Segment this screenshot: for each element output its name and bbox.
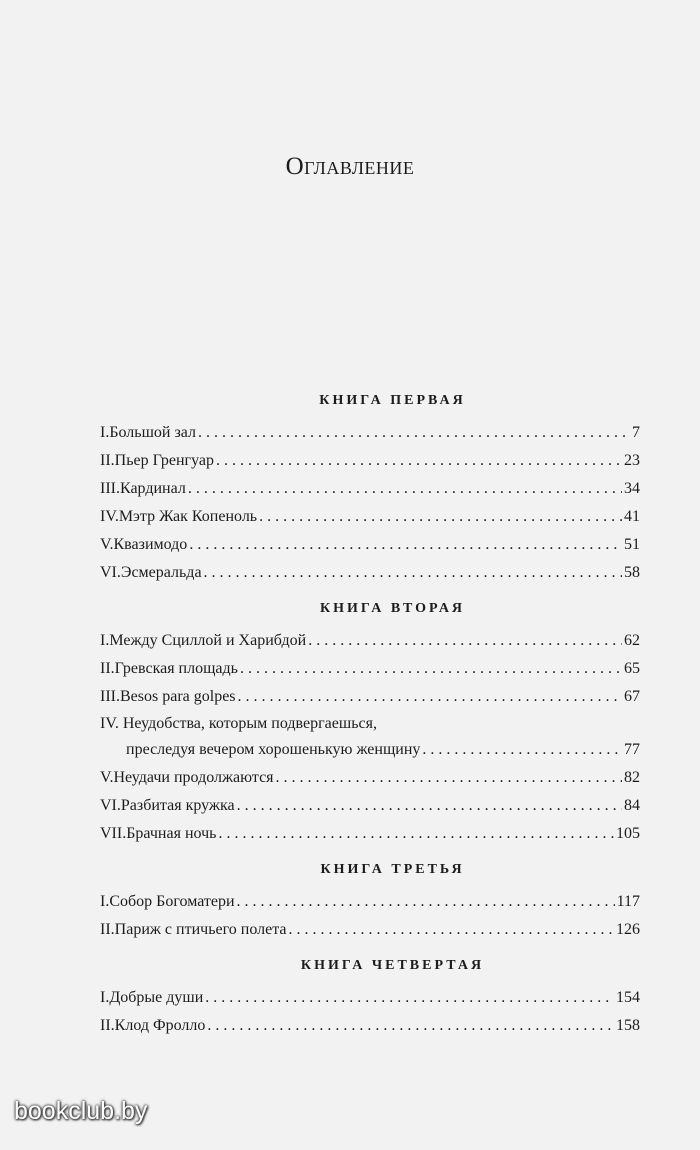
chapter-title: Кардинал <box>119 480 186 497</box>
toc-entry[interactable] <box>100 764 640 792</box>
toc-entry[interactable] <box>100 984 640 1012</box>
chapter-title: Besos para golpes <box>119 688 236 705</box>
chapter-title: Между Сциллой и Харибдой <box>109 632 307 649</box>
chapter-number: II. <box>100 921 115 938</box>
toc-entry[interactable] <box>100 559 640 587</box>
chapter-number: I. <box>100 632 110 649</box>
book-heading: КНИГА ВТОРАЯ <box>319 601 466 616</box>
page-number: 34 <box>624 480 640 497</box>
book-section <box>100 862 640 944</box>
toc-entry[interactable] <box>100 475 640 503</box>
book-heading: КНИГА ТРЕТЬЯ <box>320 862 465 877</box>
chapter-title: Большой зал <box>109 424 197 441</box>
toc-entry[interactable] <box>100 888 640 916</box>
leader-dots <box>238 683 622 711</box>
chapter-title: Неудачи продолжаются <box>113 769 274 786</box>
page-number: 82 <box>624 769 640 786</box>
page-title: Оглавление <box>285 153 415 180</box>
page-number: 65 <box>624 660 640 677</box>
page-number: 67 <box>624 688 640 705</box>
book-section <box>100 393 640 587</box>
chapter-title: Гревская площадь <box>114 660 238 677</box>
chapter-title: Квазимодо <box>113 536 188 553</box>
toc-entry[interactable] <box>100 683 640 711</box>
leader-dots <box>422 736 622 764</box>
toc-entry[interactable] <box>100 792 640 820</box>
leader-dots <box>237 888 615 916</box>
leader-dots <box>288 916 614 944</box>
toc-entry[interactable] <box>100 531 640 559</box>
chapter-number: II. <box>100 660 115 677</box>
chapter-title: Неудобства, которым подвергаешься, <box>122 715 377 732</box>
chapter-title: Эсмеральда <box>120 564 202 581</box>
book-heading: КНИГА ПЕРВАЯ <box>319 393 466 408</box>
leader-dots <box>276 764 622 792</box>
leader-dots <box>207 1012 614 1040</box>
toc-entry[interactable] <box>100 1012 640 1040</box>
leader-dots <box>237 792 622 820</box>
chapter-title: Добрые души <box>109 989 204 1006</box>
page-number: 41 <box>624 508 640 525</box>
leader-dots <box>308 627 622 655</box>
page-number: 154 <box>616 989 640 1006</box>
chapter-number: V. <box>100 769 114 786</box>
toc-entry[interactable] <box>100 655 640 683</box>
chapter-number: VI. <box>100 797 121 814</box>
toc-entry[interactable] <box>100 447 640 475</box>
page-number: 158 <box>616 1017 640 1034</box>
watermark: bookclub.by <box>14 1097 148 1125</box>
page-number: 126 <box>616 921 640 938</box>
chapter-number: II. <box>100 1017 115 1034</box>
toc-entry-line <box>100 711 640 736</box>
chapter-title: Париж с птичьего полета <box>114 921 287 938</box>
chapter-number: II. <box>100 452 115 469</box>
toc-entry-line <box>100 736 640 764</box>
table-of-contents <box>100 393 640 1054</box>
chapter-number: I. <box>100 424 110 441</box>
leader-dots <box>198 419 630 447</box>
chapter-number: VI. <box>100 564 121 581</box>
book-section <box>100 958 640 1040</box>
page-number: 51 <box>624 536 640 553</box>
leader-dots <box>204 559 622 587</box>
leader-dots <box>189 531 622 559</box>
chapter-number: VII. <box>100 825 127 842</box>
page-number: 58 <box>624 564 640 581</box>
chapter-title: Клод Фролло <box>114 1017 206 1034</box>
chapter-title: Разбитая кружка <box>120 797 235 814</box>
page-number: 117 <box>616 893 640 910</box>
leader-dots <box>218 820 614 848</box>
page-number: 23 <box>624 452 640 469</box>
chapter-number: III. <box>100 480 120 497</box>
leader-dots <box>216 447 622 475</box>
page-number: 7 <box>632 424 640 441</box>
chapter-title: Брачная ночь <box>126 825 217 842</box>
leader-dots <box>205 984 614 1012</box>
toc-entry[interactable] <box>100 419 640 447</box>
page-number: 84 <box>624 797 640 814</box>
chapter-number: III. <box>100 688 120 705</box>
chapter-number: V. <box>100 536 114 553</box>
page-number: 62 <box>624 632 640 649</box>
chapter-title: Мэтр Жак Копеноль <box>118 508 258 525</box>
toc-entry[interactable] <box>100 916 640 944</box>
chapter-number: IV. <box>100 508 119 525</box>
chapter-title: Собор Богоматери <box>109 893 235 910</box>
toc-entry[interactable] <box>100 627 640 655</box>
chapter-number: I. <box>100 893 110 910</box>
toc-entry[interactable] <box>100 820 640 848</box>
chapter-title-continued: преследуя вечером хорошенькую женщину <box>126 741 421 758</box>
page-number: 105 <box>616 825 640 842</box>
book-heading: КНИГА ЧЕТВЕРТАЯ <box>300 958 485 973</box>
toc-entry[interactable] <box>100 711 640 764</box>
leader-dots <box>259 503 622 531</box>
chapter-number: IV. <box>100 715 119 732</box>
toc-entry[interactable] <box>100 503 640 531</box>
page-number: 77 <box>624 741 640 758</box>
leader-dots <box>188 475 622 503</box>
book-section <box>100 601 640 848</box>
chapter-title: Пьер Гренгуар <box>114 452 214 469</box>
chapter-number: I. <box>100 989 110 1006</box>
leader-dots <box>240 655 622 683</box>
